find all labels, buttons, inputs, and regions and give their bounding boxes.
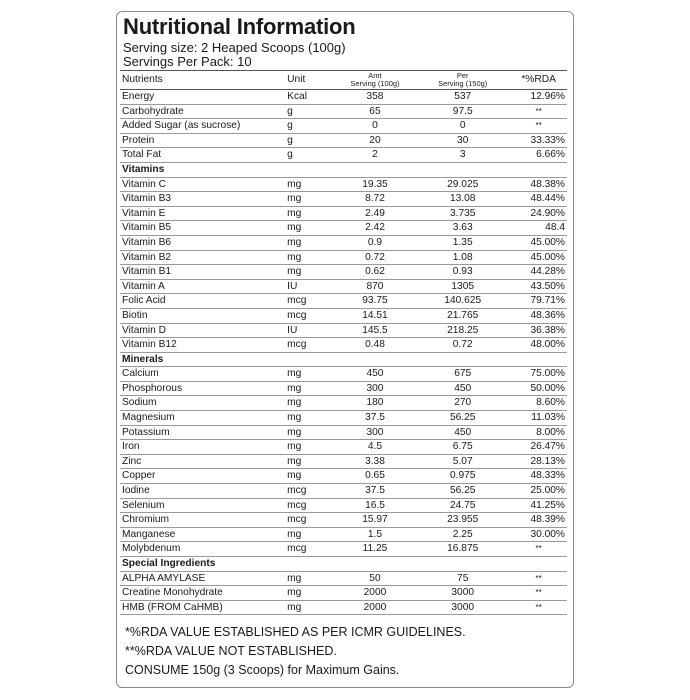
rda-percent: ** <box>510 119 567 134</box>
rda-percent: ** <box>510 600 567 615</box>
header-per <box>415 71 510 90</box>
rda-percent: 75.00% <box>510 367 567 382</box>
rda-percent: 8.60% <box>510 396 567 411</box>
nutrient-name: Folic Acid <box>120 294 285 309</box>
nutrient-unit: Kcal <box>285 90 335 105</box>
amount-150g: 0.975 <box>415 469 510 484</box>
nutrient-name: Protein <box>120 133 285 148</box>
nutrient-unit: mcg <box>285 498 335 513</box>
nutrient-unit: mg <box>285 381 335 396</box>
nutrient-name: Vitamin B1 <box>120 265 285 280</box>
amount-150g: 537 <box>415 90 510 105</box>
table-row <box>120 177 567 192</box>
table-row <box>120 600 567 615</box>
nutrient-unit: mg <box>285 265 335 280</box>
section-row <box>120 557 567 572</box>
amount-100g: 2.42 <box>335 221 416 236</box>
amount-100g: 2000 <box>335 586 416 601</box>
amount-100g: 19.35 <box>335 177 416 192</box>
panel-title: Nutritional Information <box>123 14 356 39</box>
nutrient-name: Vitamin C <box>120 177 285 192</box>
nutrient-name: Energy <box>120 90 285 105</box>
amount-100g: 20 <box>335 133 416 148</box>
table-row <box>120 527 567 542</box>
amount-150g: 1305 <box>415 279 510 294</box>
amount-100g: 2.49 <box>335 206 416 221</box>
table-row <box>120 513 567 528</box>
rda-percent: 48.44% <box>510 192 567 207</box>
nutrient-name: Total Fat <box>120 148 285 163</box>
amount-150g: 0.93 <box>415 265 510 280</box>
table-row <box>120 454 567 469</box>
nutrient-unit: IU <box>285 323 335 338</box>
nutrition-panel <box>116 11 574 688</box>
nutrient-unit: mg <box>285 425 335 440</box>
nutrient-unit: mg <box>285 454 335 469</box>
table-row <box>120 425 567 440</box>
amount-150g: 3 <box>415 148 510 163</box>
amount-150g: 3.63 <box>415 221 510 236</box>
nutrient-unit: mg <box>285 221 335 236</box>
nutrient-name: Calcium <box>120 367 285 382</box>
nutrient-unit: mcg <box>285 338 335 353</box>
nutrient-name: Phosphorous <box>120 381 285 396</box>
section-row <box>120 352 567 367</box>
rda-percent: 30.00% <box>510 527 567 542</box>
nutrient-name: Sodium <box>120 396 285 411</box>
table-row <box>120 396 567 411</box>
nutrient-name: Zinc <box>120 454 285 469</box>
amount-100g: 0.9 <box>335 235 416 250</box>
header-rda: *%RDA <box>510 71 567 90</box>
amount-150g: 30 <box>415 133 510 148</box>
table-row <box>120 338 567 353</box>
nutrient-unit: mg <box>285 469 335 484</box>
table-row <box>120 367 567 382</box>
amount-100g: 300 <box>335 425 416 440</box>
rda-percent: 8.00% <box>510 425 567 440</box>
rda-percent: 48.4 <box>510 221 567 236</box>
amount-150g: 23.955 <box>415 513 510 528</box>
amount-150g: 0.72 <box>415 338 510 353</box>
rda-percent: ** <box>510 542 567 557</box>
amount-100g: 0.48 <box>335 338 416 353</box>
rda-percent: 26.47% <box>510 440 567 455</box>
table-row <box>120 133 567 148</box>
rda-percent: 33.33% <box>510 133 567 148</box>
footnote-consume: CONSUME 150g (3 Scoops) for Maximum Gains. <box>125 663 400 677</box>
table-row <box>120 265 567 280</box>
amount-150g: 3000 <box>415 586 510 601</box>
table-row <box>120 206 567 221</box>
table-row <box>120 294 567 309</box>
nutrient-name: Biotin <box>120 308 285 323</box>
table-row <box>120 586 567 601</box>
amount-100g: 2 <box>335 148 416 163</box>
amount-150g: 29.025 <box>415 177 510 192</box>
nutrient-name: Vitamin B6 <box>120 235 285 250</box>
nutrient-unit: mg <box>285 571 335 586</box>
rda-percent: 48.39% <box>510 513 567 528</box>
rda-percent: 11.03% <box>510 411 567 426</box>
amount-150g: 1.08 <box>415 250 510 265</box>
serving-size: Serving size: 2 Heaped Scoops (100g) <box>123 40 346 55</box>
nutrient-name: HMB (FROM CaHMB) <box>120 600 285 615</box>
amount-100g: 15.97 <box>335 513 416 528</box>
nutrient-name: Copper <box>120 469 285 484</box>
nutrient-name: Vitamin A <box>120 279 285 294</box>
table-row <box>120 235 567 250</box>
amount-150g: 218.25 <box>415 323 510 338</box>
table-row <box>120 192 567 207</box>
header-nutrients: Nutrients <box>120 71 285 90</box>
amount-100g: 0.72 <box>335 250 416 265</box>
section-label: Vitamins <box>120 162 567 177</box>
amount-100g: 450 <box>335 367 416 382</box>
amount-100g: 3.38 <box>335 454 416 469</box>
table-row <box>120 323 567 338</box>
nutrient-unit: mcg <box>285 542 335 557</box>
nutrient-unit: mg <box>285 177 335 192</box>
nutrient-unit: mg <box>285 586 335 601</box>
nutrient-name: Molybdenum <box>120 542 285 557</box>
amount-100g: 870 <box>335 279 416 294</box>
rda-percent: 6.66% <box>510 148 567 163</box>
amount-150g: 13.08 <box>415 192 510 207</box>
rda-percent: 79.71% <box>510 294 567 309</box>
rda-percent: ** <box>510 104 567 119</box>
nutrient-name: Vitamin E <box>120 206 285 221</box>
rda-percent: 50.00% <box>510 381 567 396</box>
nutrient-unit: g <box>285 104 335 119</box>
nutrient-name: Creatine Monohydrate <box>120 586 285 601</box>
header-amt <box>335 71 416 90</box>
table-row <box>120 484 567 499</box>
amount-100g: 1.5 <box>335 527 416 542</box>
header-amt-line2: Serving (100g) <box>350 79 400 88</box>
amount-150g: 3000 <box>415 600 510 615</box>
nutrient-name: Carbohydrate <box>120 104 285 119</box>
nutrient-unit: g <box>285 148 335 163</box>
amount-100g: 358 <box>335 90 416 105</box>
servings-per-pack: Servings Per Pack: 10 <box>123 54 252 69</box>
amount-100g: 65 <box>335 104 416 119</box>
amount-100g: 2000 <box>335 600 416 615</box>
rda-percent: 48.33% <box>510 469 567 484</box>
amount-100g: 145.5 <box>335 323 416 338</box>
section-label: Special Ingredients <box>120 557 567 572</box>
rda-percent: 45.00% <box>510 250 567 265</box>
nutrient-name: Chromium <box>120 513 285 528</box>
table-row <box>120 542 567 557</box>
nutrient-name: Manganese <box>120 527 285 542</box>
header-per-line1: Per <box>456 70 469 80</box>
amount-100g: 14.51 <box>335 308 416 323</box>
amount-100g: 4.5 <box>335 440 416 455</box>
amount-100g: 16.5 <box>335 498 416 513</box>
rda-percent: 44.28% <box>510 265 567 280</box>
nutrient-unit: mg <box>285 367 335 382</box>
header-per-line2: Serving (150g) <box>438 79 488 88</box>
rda-percent: 48.36% <box>510 308 567 323</box>
amount-100g: 0.62 <box>335 265 416 280</box>
rda-percent: 43.50% <box>510 279 567 294</box>
amount-150g: 5.07 <box>415 454 510 469</box>
table-row <box>120 308 567 323</box>
amount-150g: 675 <box>415 367 510 382</box>
amount-100g: 8.72 <box>335 192 416 207</box>
amount-150g: 1.35 <box>415 235 510 250</box>
amount-150g: 56.25 <box>415 484 510 499</box>
header-amt-line1: Amt <box>368 70 382 80</box>
table-row <box>120 148 567 163</box>
nutrient-unit: mcg <box>285 484 335 499</box>
amount-100g: 93.75 <box>335 294 416 309</box>
amount-100g: 300 <box>335 381 416 396</box>
nutrient-name: Vitamin B12 <box>120 338 285 353</box>
nutrient-unit: mcg <box>285 294 335 309</box>
amount-150g: 3.735 <box>415 206 510 221</box>
nutrient-unit: mg <box>285 206 335 221</box>
table-row <box>120 119 567 134</box>
rda-percent: ** <box>510 571 567 586</box>
nutrition-table <box>120 70 567 615</box>
amount-150g: 75 <box>415 571 510 586</box>
nutrient-unit: mg <box>285 527 335 542</box>
nutrient-unit: g <box>285 119 335 134</box>
amount-150g: 2.25 <box>415 527 510 542</box>
amount-150g: 140.625 <box>415 294 510 309</box>
rda-percent: 45.00% <box>510 235 567 250</box>
rda-percent: 24.90% <box>510 206 567 221</box>
nutrient-name: Vitamin B5 <box>120 221 285 236</box>
amount-100g: 11.25 <box>335 542 416 557</box>
rda-percent: 48.00% <box>510 338 567 353</box>
amount-150g: 6.75 <box>415 440 510 455</box>
amount-150g: 97.5 <box>415 104 510 119</box>
table-row <box>120 381 567 396</box>
amount-100g: 0 <box>335 119 416 134</box>
nutrient-unit: mg <box>285 250 335 265</box>
nutrient-unit: mcg <box>285 308 335 323</box>
table-row <box>120 279 567 294</box>
amount-150g: 56.25 <box>415 411 510 426</box>
footnote-rda-icmr: *%RDA VALUE ESTABLISHED AS PER ICMR GUIDELINES. <box>125 625 466 639</box>
nutrient-name: Magnesium <box>120 411 285 426</box>
table-body <box>120 90 567 615</box>
table-row <box>120 104 567 119</box>
nutrient-name: Iodine <box>120 484 285 499</box>
nutrient-name: Vitamin D <box>120 323 285 338</box>
nutrient-unit: mg <box>285 192 335 207</box>
rda-percent: 25.00% <box>510 484 567 499</box>
section-label: Minerals <box>120 352 567 367</box>
amount-150g: 450 <box>415 425 510 440</box>
rda-percent: 36.38% <box>510 323 567 338</box>
table-row <box>120 440 567 455</box>
amount-100g: 37.5 <box>335 411 416 426</box>
nutrient-unit: IU <box>285 279 335 294</box>
nutrient-unit: mg <box>285 600 335 615</box>
table-header-row <box>120 71 567 90</box>
table-row <box>120 498 567 513</box>
amount-150g: 21.765 <box>415 308 510 323</box>
rda-percent: ** <box>510 586 567 601</box>
nutrient-name: Selenium <box>120 498 285 513</box>
nutrient-name: ALPHA AMYLASE <box>120 571 285 586</box>
rda-percent: 41.25% <box>510 498 567 513</box>
table-row <box>120 250 567 265</box>
amount-100g: 37.5 <box>335 484 416 499</box>
rda-percent: 12.96% <box>510 90 567 105</box>
nutrient-unit: mg <box>285 440 335 455</box>
amount-150g: 450 <box>415 381 510 396</box>
amount-150g: 24.75 <box>415 498 510 513</box>
nutrient-name: Iron <box>120 440 285 455</box>
footnote-rda-not-established: **%RDA VALUE NOT ESTABLISHED. <box>125 644 337 658</box>
amount-150g: 270 <box>415 396 510 411</box>
amount-100g: 0.65 <box>335 469 416 484</box>
nutrient-name: Vitamin B2 <box>120 250 285 265</box>
rda-percent: 48.38% <box>510 177 567 192</box>
amount-100g: 50 <box>335 571 416 586</box>
amount-150g: 16.875 <box>415 542 510 557</box>
nutrient-unit: mg <box>285 411 335 426</box>
amount-150g: 0 <box>415 119 510 134</box>
nutrient-unit: g <box>285 133 335 148</box>
amount-100g: 180 <box>335 396 416 411</box>
nutrient-unit: mcg <box>285 513 335 528</box>
header-unit: Unit <box>285 71 335 90</box>
table-row <box>120 469 567 484</box>
nutrient-unit: mg <box>285 235 335 250</box>
table-row <box>120 571 567 586</box>
table-row <box>120 90 567 105</box>
nutrient-name: Potassium <box>120 425 285 440</box>
section-row <box>120 162 567 177</box>
table-row <box>120 411 567 426</box>
rda-percent: 28.13% <box>510 454 567 469</box>
nutrient-unit: mg <box>285 396 335 411</box>
table-row <box>120 221 567 236</box>
nutrient-name: Added Sugar (as sucrose) <box>120 119 285 134</box>
nutrient-name: Vitamin B3 <box>120 192 285 207</box>
